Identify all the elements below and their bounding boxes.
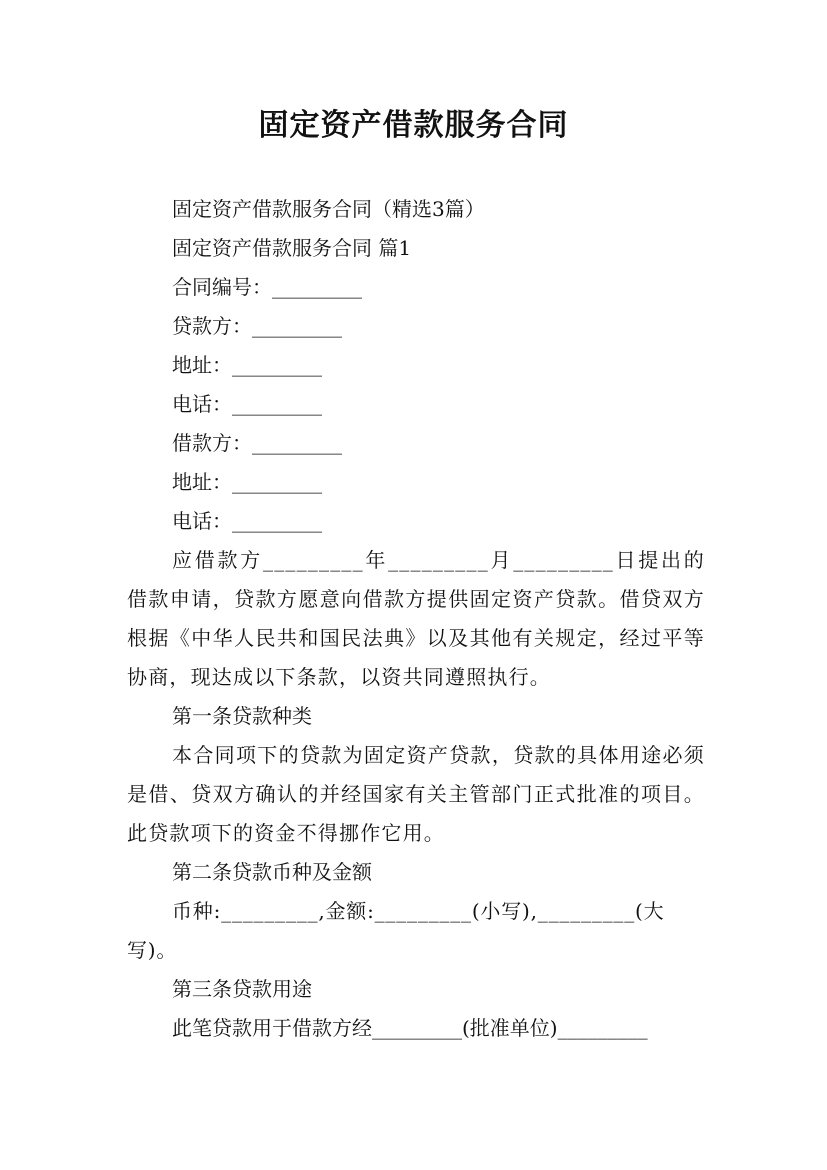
borrower-field: 借款方：_________ bbox=[172, 431, 342, 455]
article-1-text: 本合同项下的贷款为固定资产贷款，贷款的具体用途必须是借、贷双方确认的并经国家有关主管部门正式批准的项目。此贷款项下的资金不得挪作它用。 bbox=[127, 743, 705, 845]
article-2-heading: 第二条贷款币种及金额 bbox=[172, 860, 372, 884]
lender-address-field: 地址：_________ bbox=[172, 353, 322, 377]
document-title: 固定资产借款服务合同 bbox=[258, 108, 569, 143]
article-3-text: 此笔贷款用于借款方经_________(批准单位)_________ bbox=[172, 1016, 648, 1040]
lender-phone-field: 电话：_________ bbox=[172, 392, 322, 416]
article-1-heading: 第一条贷款种类 bbox=[172, 704, 312, 728]
article-2-text: 币种:_________,金额:_________(小写),_________(大写)。 bbox=[127, 899, 665, 962]
document-subtitle: 固定资产借款服务合同（精选3篇） bbox=[172, 197, 485, 221]
article-3-heading: 第三条贷款用途 bbox=[172, 977, 312, 1001]
contract-heading: 固定资产借款服务合同 篇1 bbox=[172, 236, 412, 260]
application-paragraph: 应借款方_________年_________月_________日提出的借款申请，贷款方愿意向借款方提供固定资产贷款。借贷双方根据《中华人民共和国民法典》以及其他有关规定，经过平等协商，现达成以下条款，以资共同遵照执行。 bbox=[127, 548, 705, 689]
borrower-phone-field: 电话：_________ bbox=[172, 509, 322, 533]
lender-field: 贷款方：_________ bbox=[172, 314, 342, 338]
borrower-address-field: 地址：_________ bbox=[172, 470, 322, 494]
contract-number-field: 合同编号：_________ bbox=[172, 275, 362, 299]
